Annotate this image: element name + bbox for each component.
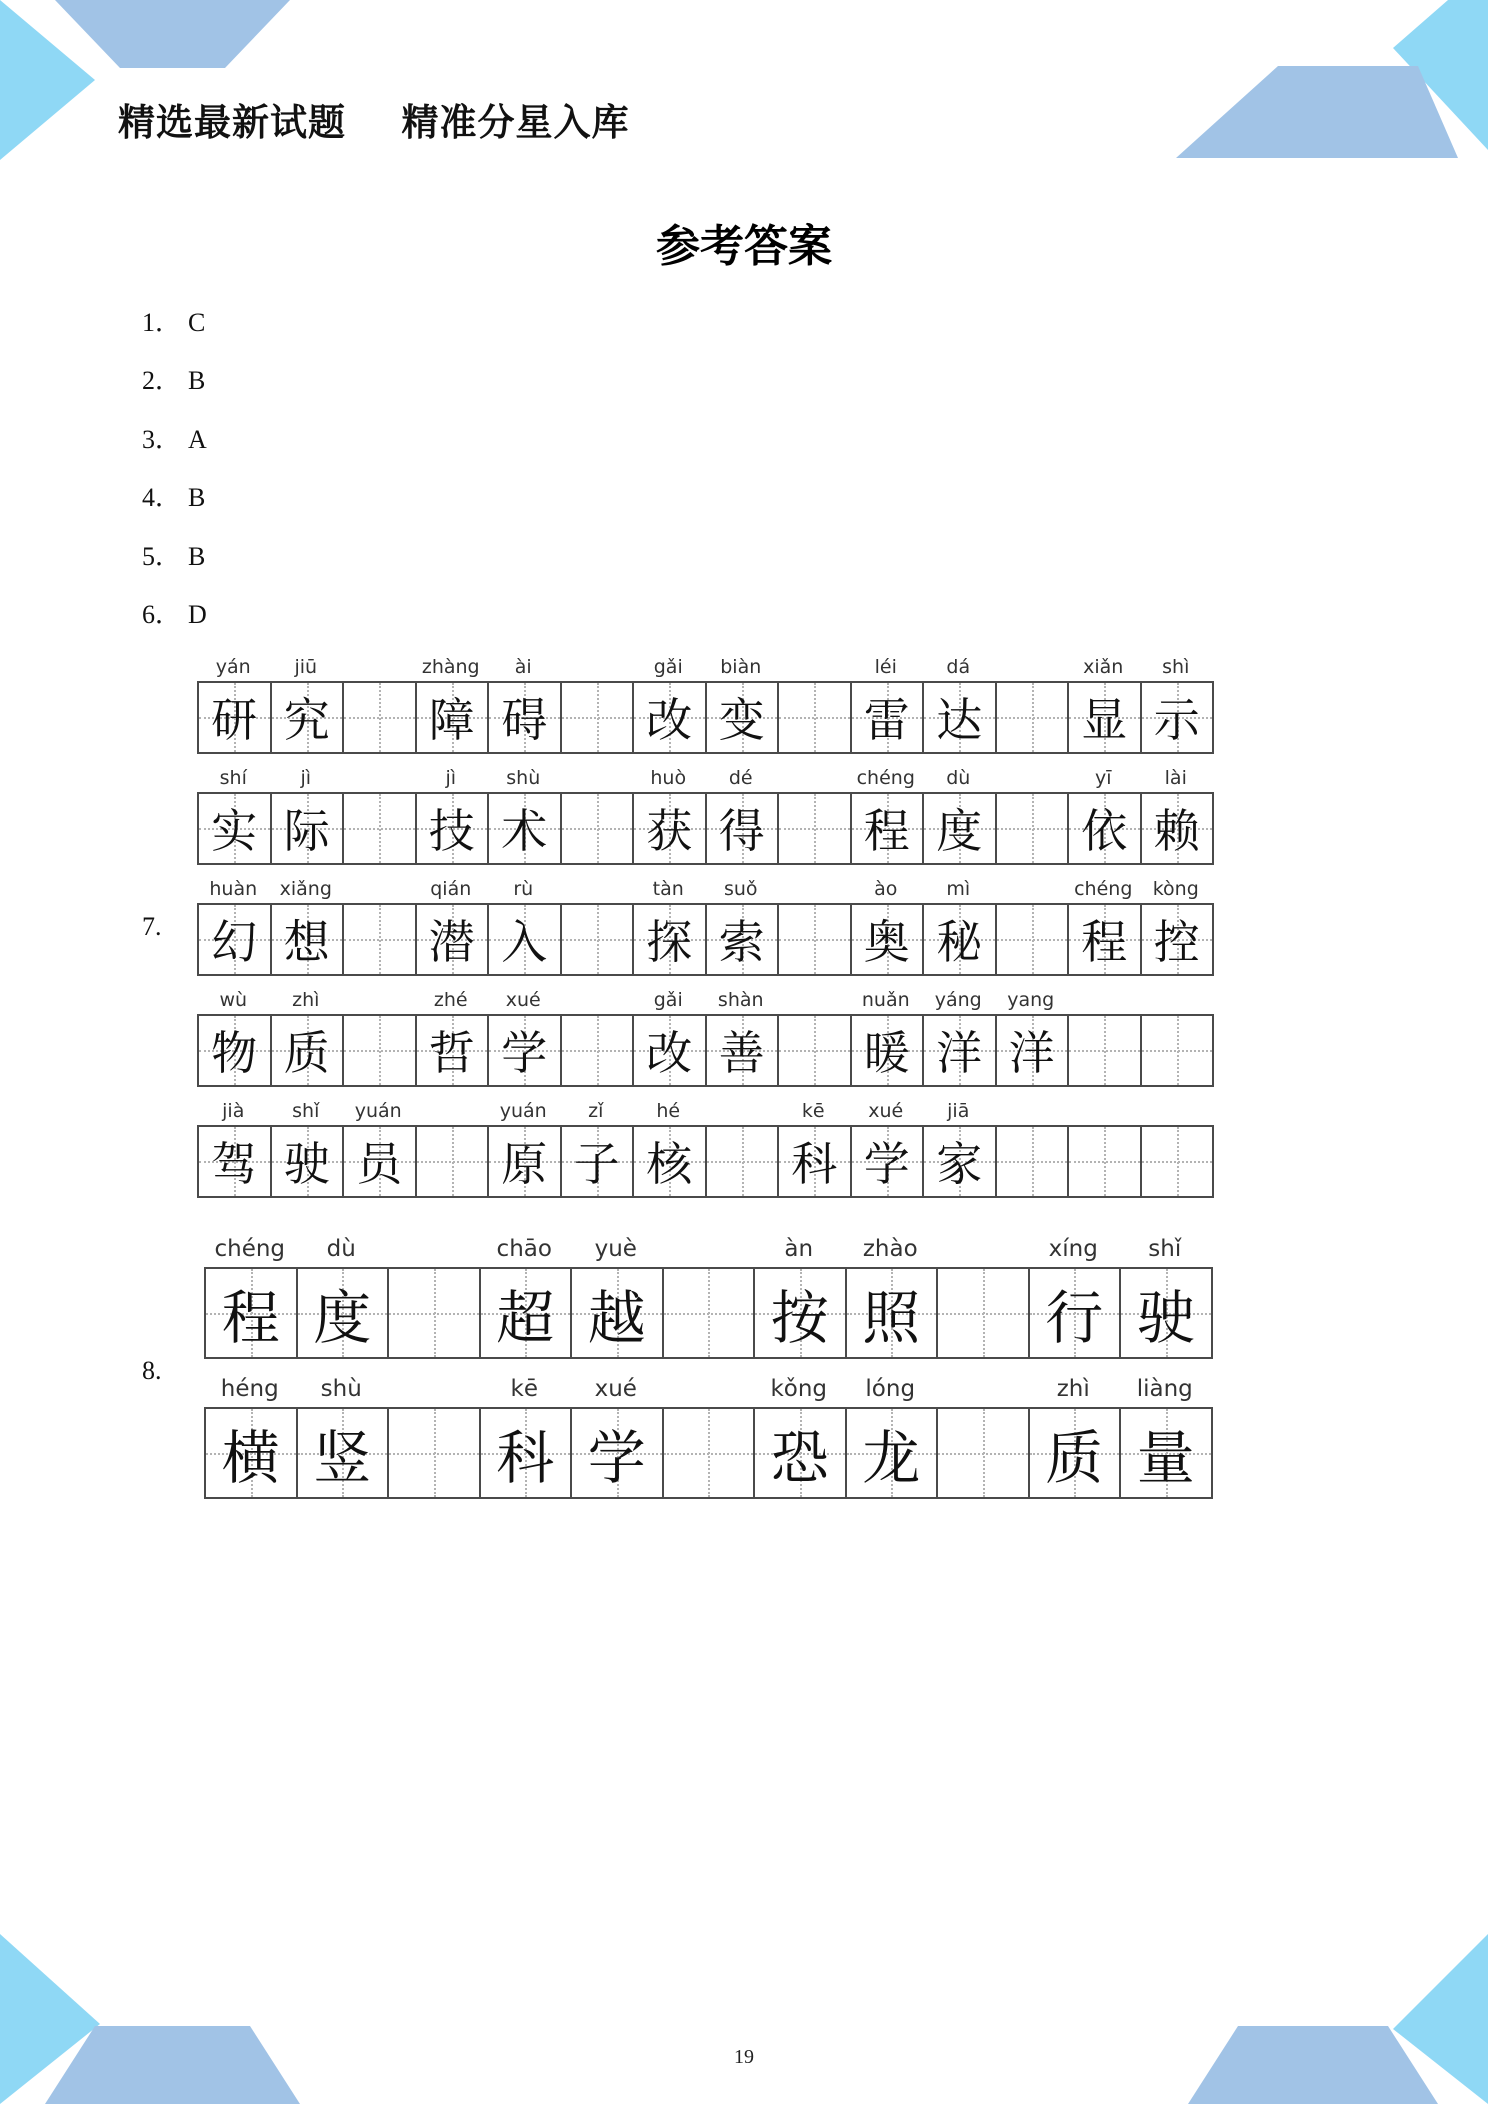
pinyin-label: zhé — [433, 989, 468, 1011]
hanzi-character: 质 — [283, 1026, 330, 1081]
grid-cell — [847, 1267, 939, 1359]
hanzi-character: 程 — [1081, 915, 1128, 970]
hanzi-character: 际 — [283, 804, 330, 859]
mc-answer-number: 1． — [142, 308, 182, 337]
mc-answer-number: 5． — [142, 541, 182, 571]
grid-cell — [481, 1267, 573, 1359]
hanzi-character: 奥 — [863, 915, 910, 970]
hanzi-character: 显 — [1081, 693, 1128, 748]
grid-cell — [707, 681, 780, 754]
pinyin-label: xué — [868, 1100, 904, 1122]
pinyin-label: gǎi — [653, 656, 683, 678]
mc-answer-letter: B — [188, 483, 206, 513]
grid-cell — [562, 792, 635, 865]
pinyin-label: kē — [510, 1376, 538, 1402]
mc-answer-letter: A — [188, 424, 207, 454]
grid-cell — [344, 681, 417, 754]
hanzi-character: 照 — [862, 1283, 921, 1352]
grid-cell — [852, 903, 925, 976]
grid-cell — [1030, 1267, 1122, 1359]
hanzi-character: 核 — [646, 1137, 693, 1192]
grid-cell — [779, 1014, 852, 1087]
hanzi-character: 学 — [587, 1423, 646, 1492]
grid-cell — [707, 903, 780, 976]
grid-cell — [206, 1267, 298, 1359]
grid-cell — [389, 1267, 481, 1359]
hanzi-character: 碍 — [501, 693, 548, 748]
grid-cell — [924, 1014, 997, 1087]
hanzi-character: 行 — [1045, 1283, 1104, 1352]
pinyin-grid-row — [204, 1236, 1213, 1359]
hanzi-character: 得 — [718, 804, 765, 859]
grid-cell — [1030, 1407, 1122, 1499]
grid-cell — [572, 1407, 664, 1499]
grid-cell — [272, 903, 345, 976]
pinyin-label: ài — [514, 656, 532, 678]
hanzi-character: 获 — [646, 804, 693, 859]
pinyin-label: dé — [728, 767, 753, 789]
pinyin-label: àn — [784, 1236, 814, 1262]
pinyin-label: yuán — [499, 1100, 547, 1122]
mc-answer-row — [142, 419, 207, 459]
corner-decoration-bottom-left — [0, 1934, 320, 2104]
grid-cell — [1069, 1014, 1142, 1087]
pinyin-label: lài — [1164, 767, 1187, 789]
pinyin-label: jì — [445, 767, 457, 789]
pinyin-label: dù — [326, 1236, 356, 1262]
hanzi-character: 控 — [1153, 915, 1200, 970]
hanzi-character: 驶 — [283, 1137, 330, 1192]
pinyin-grid-row — [197, 878, 1214, 976]
hanzi-character: 驶 — [1136, 1283, 1195, 1352]
grid-cell — [199, 792, 272, 865]
pinyin-label: biàn — [720, 656, 762, 678]
pinyin-label: xué — [594, 1376, 637, 1402]
grid-cell — [664, 1267, 756, 1359]
hanzi-character: 秘 — [936, 915, 983, 970]
pinyin-label: yuè — [594, 1236, 637, 1262]
pinyin-label: kē — [801, 1100, 825, 1122]
grid-cell — [1142, 792, 1215, 865]
pinyin-label: jià — [222, 1100, 245, 1122]
header-slogan: 精选最新试题 精准分星入库 — [118, 101, 630, 144]
grid-cell — [344, 903, 417, 976]
pinyin-label: héng — [220, 1376, 279, 1402]
grid-cell — [779, 1125, 852, 1198]
pinyin-label: yán — [215, 656, 251, 678]
pinyin-label: gǎi — [653, 989, 683, 1011]
mc-answer-row — [142, 302, 205, 342]
hanzi-character: 雷 — [863, 693, 910, 748]
hanzi-character: 暖 — [863, 1026, 910, 1081]
hanzi-character: 横 — [221, 1423, 280, 1492]
mc-answer-row — [142, 360, 205, 400]
grid-cell — [938, 1407, 1030, 1499]
grid-cell — [707, 792, 780, 865]
grid-cell — [1121, 1267, 1213, 1359]
pinyin-label: xiǎn — [1083, 656, 1124, 678]
hanzi-character: 质 — [1045, 1423, 1104, 1492]
grid-cell — [417, 903, 490, 976]
pinyin-label: kǒng — [770, 1376, 828, 1402]
grid-cell — [389, 1407, 481, 1499]
grid-cell — [634, 1014, 707, 1087]
hanzi-character: 科 — [496, 1423, 555, 1492]
hanzi-character: 改 — [646, 693, 693, 748]
grid-cell — [199, 681, 272, 754]
grid-cell — [938, 1267, 1030, 1359]
grid-cell — [852, 792, 925, 865]
hanzi-character: 原 — [501, 1137, 548, 1192]
grid-cell — [489, 1125, 562, 1198]
hanzi-character: 幻 — [211, 915, 258, 970]
grid-cell — [199, 1125, 272, 1198]
hanzi-character: 越 — [587, 1283, 646, 1352]
pinyin-label: kòng — [1152, 878, 1199, 900]
hanzi-character: 超 — [496, 1283, 555, 1352]
pinyin-label: jiū — [294, 656, 318, 678]
mc-answer-number: 6． — [142, 600, 182, 629]
hanzi-character: 依 — [1081, 804, 1128, 859]
grid-cell — [1142, 1014, 1215, 1087]
hanzi-character: 学 — [863, 1137, 910, 1192]
hanzi-character: 研 — [211, 693, 258, 748]
pinyin-label: dá — [946, 656, 971, 678]
hanzi-character: 想 — [283, 915, 330, 970]
pinyin-label: jiā — [947, 1100, 970, 1122]
pinyin-label: xíng — [1048, 1236, 1098, 1262]
pinyin-grid-row — [197, 767, 1214, 865]
hanzi-character: 驾 — [211, 1137, 258, 1192]
grid-cell — [847, 1407, 939, 1499]
grid-cell — [779, 792, 852, 865]
mc-answer-row — [142, 477, 205, 517]
mc-answer-letter: D — [188, 600, 207, 629]
grid-cell — [562, 1125, 635, 1198]
hanzi-character: 度 — [936, 804, 983, 859]
pinyin-label: mì — [946, 878, 971, 900]
grid-cell — [997, 792, 1070, 865]
corner-decoration-bottom-right — [1168, 1934, 1488, 2104]
grid-cell — [664, 1407, 756, 1499]
grid-cell — [634, 792, 707, 865]
hanzi-character: 科 — [791, 1137, 838, 1192]
pinyin-label: hé — [656, 1100, 681, 1122]
hanzi-character: 赖 — [1153, 804, 1200, 859]
grid-cell — [634, 1125, 707, 1198]
pinyin-label: huàn — [209, 878, 258, 900]
grid-cell — [417, 681, 490, 754]
pinyin-label: rù — [513, 878, 534, 900]
grid-cell — [924, 1125, 997, 1198]
hanzi-character: 员 — [356, 1137, 403, 1192]
pinyin-grid-row — [204, 1376, 1213, 1499]
grid-cell — [562, 681, 635, 754]
hanzi-character: 家 — [936, 1137, 983, 1192]
grid-cell — [1142, 1125, 1215, 1198]
grid-cell — [1069, 792, 1142, 865]
grid-cell — [417, 1014, 490, 1087]
pinyin-label: liàng — [1136, 1376, 1193, 1402]
hanzi-character: 洋 — [936, 1026, 983, 1081]
pinyin-label: suǒ — [723, 878, 758, 900]
hanzi-character: 达 — [936, 693, 983, 748]
mc-answer-number: 4． — [142, 483, 182, 513]
hanzi-character: 物 — [211, 1026, 258, 1081]
grid-cell — [572, 1267, 664, 1359]
hanzi-character: 术 — [501, 804, 548, 859]
mc-answer-row — [142, 594, 207, 634]
grid-cell — [707, 1014, 780, 1087]
question-number-7: 7. — [142, 912, 162, 941]
hanzi-character: 实 — [211, 804, 258, 859]
pinyin-label: xiǎng — [279, 878, 332, 900]
pinyin-label: shí — [219, 767, 247, 789]
pinyin-label: shǐ — [1148, 1236, 1182, 1262]
hanzi-character: 子 — [573, 1137, 620, 1192]
pinyin-label: zhàng — [421, 656, 480, 678]
pinyin-label: jì — [300, 767, 312, 789]
pinyin-label: yang — [1007, 989, 1055, 1011]
mc-answer-letter: C — [188, 308, 206, 337]
pinyin-label: huò — [650, 767, 687, 789]
hanzi-character: 洋 — [1008, 1026, 1055, 1081]
grid-cell — [852, 1014, 925, 1087]
page-title: 参考答案 — [656, 221, 832, 272]
hanzi-character: 量 — [1136, 1423, 1195, 1492]
grid-cell — [924, 792, 997, 865]
hanzi-character: 潜 — [428, 915, 475, 970]
grid-cell — [489, 681, 562, 754]
hanzi-character: 程 — [221, 1283, 280, 1352]
mc-answer-number: 2． — [142, 366, 182, 396]
grid-cell — [997, 681, 1070, 754]
mc-answer-letter: B — [188, 541, 206, 571]
grid-cell — [199, 903, 272, 976]
grid-cell — [779, 681, 852, 754]
pinyin-label: nuǎn — [861, 989, 910, 1011]
grid-cell — [272, 792, 345, 865]
grid-cell — [1142, 903, 1215, 976]
question-number-8: 8. — [142, 1356, 162, 1385]
hanzi-character: 障 — [428, 693, 475, 748]
grid-cell — [489, 903, 562, 976]
pinyin-label: zhì — [1056, 1376, 1090, 1402]
grid-cell — [489, 1014, 562, 1087]
pinyin-label: ào — [874, 878, 898, 900]
grid-cell — [344, 1014, 417, 1087]
grid-cell — [707, 1125, 780, 1198]
hanzi-character: 度 — [313, 1283, 372, 1352]
pinyin-label: shǐ — [292, 1100, 320, 1122]
grid-cell — [852, 1125, 925, 1198]
pinyin-label: xué — [505, 989, 541, 1011]
pinyin-label: zǐ — [588, 1100, 604, 1122]
hanzi-character: 按 — [770, 1283, 829, 1352]
hanzi-character: 究 — [283, 693, 330, 748]
pinyin-label: shù — [320, 1376, 362, 1402]
pinyin-label: léi — [874, 656, 897, 678]
pinyin-label: dù — [946, 767, 971, 789]
grid-cell — [272, 1125, 345, 1198]
hanzi-character: 探 — [646, 915, 693, 970]
pinyin-label: wù — [219, 989, 248, 1011]
pinyin-label: shù — [506, 767, 541, 789]
pinyin-label: shì — [1162, 656, 1190, 678]
grid-cell — [298, 1407, 390, 1499]
mc-answer-row — [142, 536, 205, 576]
grid-cell — [1069, 681, 1142, 754]
hanzi-character: 恐 — [770, 1423, 829, 1492]
pinyin-label: chéng — [1074, 878, 1133, 900]
pinyin-label: shàn — [717, 989, 764, 1011]
grid-cell — [298, 1267, 390, 1359]
hanzi-character: 变 — [718, 693, 765, 748]
hanzi-character: 索 — [718, 915, 765, 970]
hanzi-character: 善 — [718, 1026, 765, 1081]
grid-cell — [997, 1125, 1070, 1198]
hanzi-character: 入 — [501, 915, 548, 970]
pinyin-label: zhì — [292, 989, 320, 1011]
hanzi-character: 技 — [428, 804, 475, 859]
grid-cell — [755, 1267, 847, 1359]
hanzi-character: 改 — [646, 1026, 693, 1081]
grid-cell — [417, 792, 490, 865]
pinyin-label: yáng — [934, 989, 982, 1011]
grid-cell — [755, 1407, 847, 1499]
grid-cell — [199, 1014, 272, 1087]
pinyin-grid-row — [197, 1100, 1214, 1198]
pinyin-label: yī — [1094, 767, 1112, 789]
grid-cell — [779, 903, 852, 976]
grid-cell — [206, 1407, 298, 1499]
grid-cell — [562, 1014, 635, 1087]
pinyin-label: qián — [430, 878, 472, 900]
grid-cell — [924, 681, 997, 754]
pinyin-label: chāo — [496, 1236, 552, 1262]
grid-cell — [997, 903, 1070, 976]
grid-cell — [417, 1125, 490, 1198]
grid-cell — [634, 903, 707, 976]
hanzi-character: 程 — [863, 804, 910, 859]
grid-cell — [1142, 681, 1215, 754]
grid-cell — [272, 681, 345, 754]
grid-cell — [1069, 903, 1142, 976]
hanzi-character: 龙 — [862, 1423, 921, 1492]
pinyin-label: chéng — [214, 1236, 286, 1262]
hanzi-character: 示 — [1153, 693, 1200, 748]
pinyin-grid-row — [197, 656, 1214, 754]
pinyin-label: lóng — [865, 1376, 916, 1402]
page-number: 19 — [734, 2046, 754, 2068]
grid-cell — [1121, 1407, 1213, 1499]
grid-cell — [634, 681, 707, 754]
grid-cell — [344, 792, 417, 865]
grid-cell — [272, 1014, 345, 1087]
grid-cell — [852, 681, 925, 754]
hanzi-character: 竖 — [313, 1423, 372, 1492]
mc-answer-number: 3． — [142, 424, 182, 454]
mc-answer-letter: B — [188, 366, 206, 396]
grid-cell — [997, 1014, 1070, 1087]
grid-cell — [344, 1125, 417, 1198]
grid-cell — [562, 903, 635, 976]
pinyin-grid-row — [197, 989, 1214, 1087]
pinyin-label: zhào — [862, 1236, 918, 1262]
grid-cell — [924, 903, 997, 976]
grid-cell — [489, 792, 562, 865]
hanzi-character: 哲 — [428, 1026, 475, 1081]
pinyin-label: tàn — [652, 878, 684, 900]
hanzi-character: 学 — [501, 1026, 548, 1081]
pinyin-label: yuán — [354, 1100, 402, 1122]
pinyin-label: chéng — [856, 767, 915, 789]
grid-cell — [481, 1407, 573, 1499]
corner-decoration-top-right — [1168, 0, 1488, 165]
grid-cell — [1069, 1125, 1142, 1198]
